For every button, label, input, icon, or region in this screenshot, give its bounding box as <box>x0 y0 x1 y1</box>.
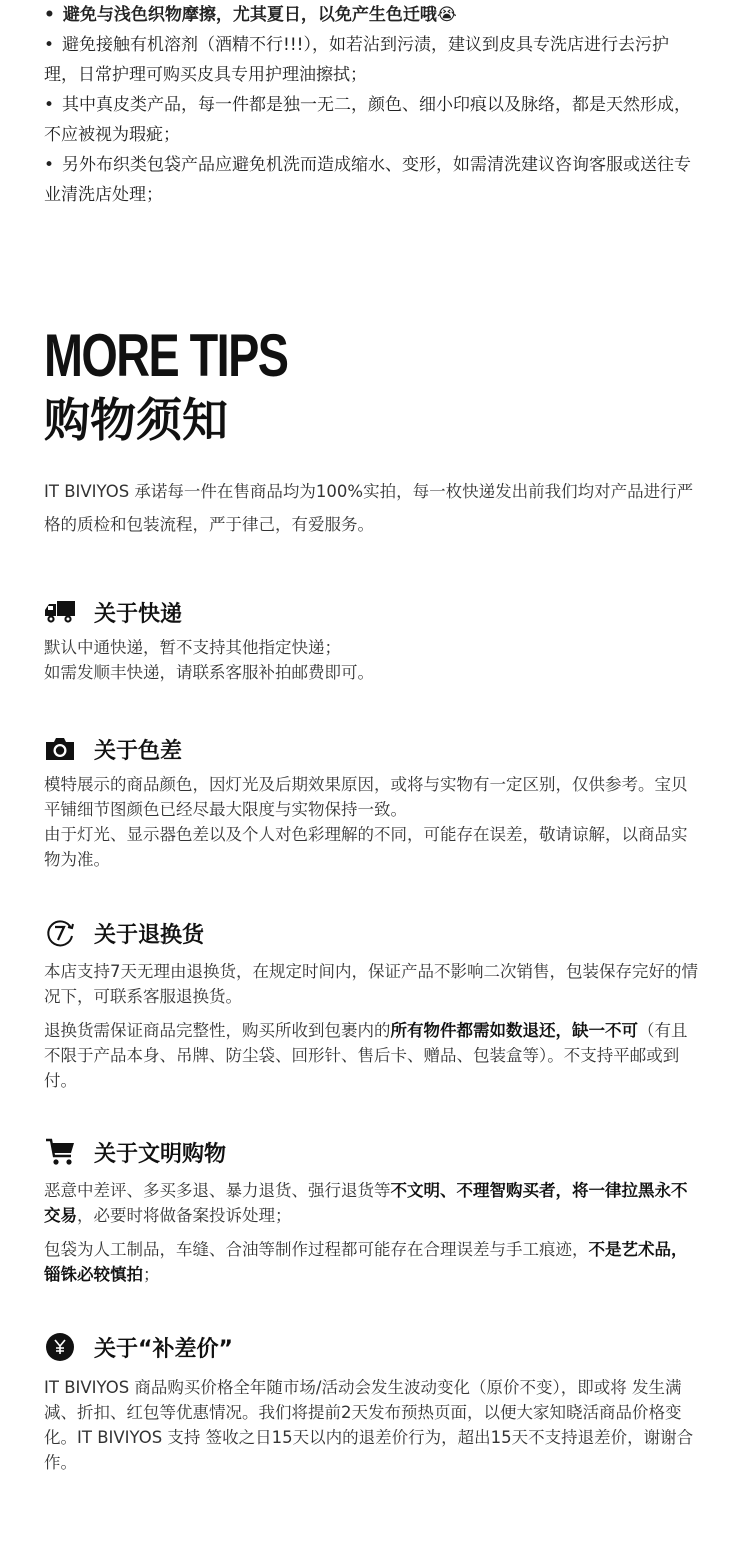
section-text: 由于灯光、显示器色差以及个人对色彩理解的不同，可能存在误差，敬请谅解，以商品实物为准。 <box>44 825 688 869</box>
heading-more-tips: MORE TIPS <box>44 322 288 389</box>
section-title: 关于文明购物 <box>94 1141 227 1167</box>
section-text: 包袋为人工制品，车缝、合油等制作过程都可能存在合理误差与手工痕迹，不是艺术品，锱铢必较慎拍； <box>44 1240 688 1284</box>
section-title: 关于退换货 <box>94 922 205 948</box>
care-item: • 避免与浅色织物摩擦，尤其夏日，以免产生色迁哦😭 <box>44 5 457 25</box>
section-text: 本店支持7天无理由退换货，在规定时间内，保证产品不影响二次销售，包装保存完好的情况下，可联系客服退换货。 <box>44 962 698 1006</box>
care-item: • 避免接触有机溶剂（酒精不行!!!），如若沾到污渍，建议到皮具专洗店进行去污护理，日常护理可购买皮具专用护理油擦拭； <box>44 35 669 85</box>
section-civil-shopping <box>44 1134 700 1287</box>
intro-text: IT BIVIYOS 承诺每一件在售商品均为100%实拍，每一枚快递发出前我们均对产品进行严格的质检和包装流程，严于律己，有爱服务。 <box>44 482 694 534</box>
camera-icon <box>44 733 76 765</box>
section-text: 默认中通快递，暂不支持其他指定快递； <box>44 638 341 657</box>
section-title: 关于快递 <box>94 601 183 627</box>
section-title: 关于“补差价” <box>94 1336 233 1362</box>
seven-day-icon <box>44 917 76 949</box>
care-instructions <box>44 0 700 210</box>
section-color <box>44 731 700 872</box>
yen-icon <box>44 1331 76 1363</box>
care-item: • 其中真皮类产品，每一件都是独一无二，颜色、细小印痕以及脉络，都是天然形成，不应被视为瑕疵； <box>44 95 692 145</box>
section-title: 关于色差 <box>94 738 183 764</box>
section-text: 模特展示的商品颜色，因灯光及后期效果原因，或将与实物有一定区别，仅供参考。宝贝平铺细节图颜色已经尽最大限度与实物保持一致。 <box>44 775 688 819</box>
section-text: 如需发顺丰快递，请联系客服补拍邮费即可。 <box>44 663 374 682</box>
heading-shopping-notice: 购物须知 <box>44 393 228 447</box>
section-price-difference <box>44 1329 700 1475</box>
care-item: • 另外布织类包袋产品应避免机洗而造成缩水、变形，如需清洗建议咨询客服或送往专业清洗店处理； <box>44 155 692 205</box>
truck-icon <box>44 596 76 628</box>
section-text: IT BIVIYOS 商品购买价格全年随市场/活动会发生波动变化（原价不变），即或将 发生满减、折扣、红包等优惠情况。我们将提前2天发布预热页面，以便大家知晓活商品价格变化。IT BIVIYOS 支持 签收之日15天以内的退差价行为，超出15天不支持退差价，谢谢合作。 <box>44 1378 694 1472</box>
section-delivery <box>44 594 700 685</box>
section-returns <box>44 915 700 1093</box>
section-text: 退换货需保证商品完整性，购买所收到包裹内的所有物件都需如数退还，缺一不可（有且不限于产品本身、吊牌、防尘袋、回形针、售后卡、赠品、包装盒等）。不支持平邮或到付。 <box>44 1021 688 1090</box>
section-text: 恶意中差评、多买多退、暴力退货、强行退货等不文明、不理智购买者，将一律拉黑永不交易，必要时将做备案投诉处理； <box>44 1181 688 1225</box>
cart-icon <box>44 1136 76 1168</box>
